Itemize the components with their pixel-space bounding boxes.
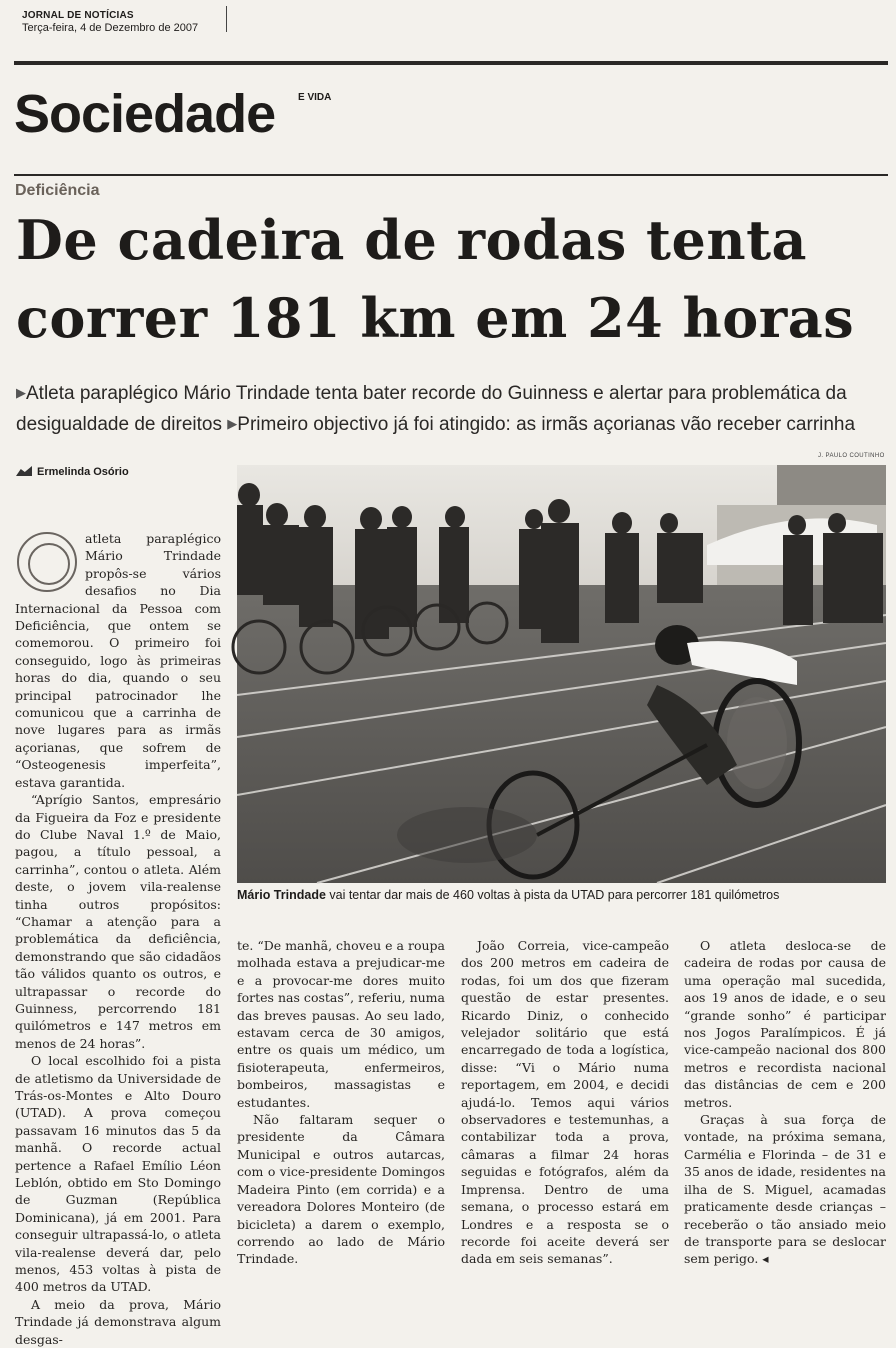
masthead-date: Terça-feira, 4 de Dezembro de 2007: [22, 22, 199, 34]
column-1-paragraph-4: A meio da prova, Mário Trindade já demonstrava algum desgas-: [15, 1296, 221, 1347]
article-kicker: Deficiência: [15, 182, 100, 199]
end-mark-icon: ◂: [762, 1251, 769, 1267]
column-4-paragraph-2-text: Graças à sua força de vontade, na próxima semana, Carmélia e Florinda – de 31 e 35 anos de idade, residentes na ilha de S. Miguel, acamadas praticamente desde crianças – receberão o tão ansiado meio de transporte para se deslocar sem perigo.: [684, 1112, 886, 1267]
article-headline: [16, 208, 888, 350]
byline: [16, 466, 129, 478]
masthead-divider: [226, 6, 227, 32]
subhead-part-2: desigualdade de direitos: [16, 414, 222, 435]
headline-line-1: De cadeira de rodas tenta: [16, 208, 808, 272]
caption-text: vai tentar dar mais de 460 voltas à pista da UTAD para percorrer 181 quilómetros: [325, 888, 780, 902]
column-2-paragraph-2: Não faltaram sequer o presidente da Câmara Municipal e outros autarcas, com o vice-presidente Domingos Madeira Pinto (em corrida) e a vereadora Dolores Monteiro (de bicicleta) a darem o exemplo, correndo ao lado de Mário Trindade.: [237, 1112, 445, 1267]
article-column-1: [15, 530, 221, 1348]
headline-line-2: correr 181 km em 24 horas: [16, 286, 855, 350]
dropcap-o: [17, 532, 77, 592]
top-rule: [14, 61, 888, 65]
article-photo: [237, 465, 886, 883]
subhead-part-3: Primeiro objectivo já foi atingido: as irmãs açorianas vão receber carrinha: [237, 414, 856, 435]
article-column-3: [461, 937, 669, 1268]
section-rule: [14, 174, 888, 176]
column-1-paragraph-1: atleta paraplégico Mário Trindade propôs-se vários desafios no Dia Internacional da Pessoa com Deficiência, que ontem se comemorou. O primeiro foi conseguido, logo às primeiras horas do dia, quando o seu principal patrocinador lhe comunicou que a carrinha de nove lugares para as irmãs açorianas, que sofrem de “Osteogenesis imperfeita”, estava garantida.: [15, 531, 221, 790]
wheelchair-track-photo-illustration: [237, 465, 886, 883]
subhead-part-1: Atleta paraplégico Mário Trindade tenta bater recorde do Guinness e alertar para problemática da: [26, 383, 847, 404]
column-3-paragraph-1: João Correia, vice-campeão dos 200 metros em cadeira de rodas, foi um dos que fizeram questão de estar presentes. Ricardo Diniz, o conhecido velejador solitário que está encarregado de toda a logística, disse: “Vi o Mário numa reportagem, em 2004, e decidi ajudá-lo. Temos aqui vários observadores e testemunhas, a contabilizar toda a prova, câmaras a filmar 24 horas seguidas e fotógrafos, além da Imprensa. Dentro de uma semana, o processo estará em Londres e a resposta se o recorde foi aceite deverá ser dada em seis semanas”.: [461, 938, 669, 1267]
column-4-paragraph-1: O atleta desloca-se de cadeira de rodas por causa de uma operação mal sucedida, aos 19 anos de idade, e o seu “grande sonho” é participar nos Jogos Paralímpicos. É já vice-campeão nacional dos 800 metros e recordista nacional das distâncias de cem e 200 metros.: [684, 938, 886, 1110]
column-4-paragraph-2: [684, 1111, 886, 1268]
article-column-2: [237, 937, 445, 1268]
article-column-4: [684, 937, 886, 1268]
bullet-triangle-icon: ▶: [227, 416, 238, 431]
author-name: Ermelinda Osório: [37, 466, 129, 478]
section-subtitle: E VIDA: [298, 92, 332, 103]
masthead-paper-name: JORNAL DE NOTÍCIAS: [22, 10, 134, 21]
photo-credit: J. PAULO COUTINHO: [818, 453, 885, 459]
column-2-paragraph-1: te. “De manhã, choveu e a roupa molhada estava a prejudicar-me e a provocar-me dores muito fortes nas costas”, referiu, numa das breves pausas. Ao seu lado, estavam cerca de 30 amigos, entre os quais um médico, um fisioterapeuta, enfermeiros, bombeiros, massagistas e estudantes.: [237, 938, 445, 1110]
author-logo-icon: [16, 466, 32, 476]
bullet-triangle-icon: ▶: [16, 385, 26, 400]
column-1-paragraph-2: “Aprígio Santos, empresário da Figueira da Foz e presidente do Clube Naval 1.º de Maio, pagou, a título pessoal, a carrinha”, contou o atleta. Além deste, o jovem vila-realense tinha outros propósitos: “Chamar a atenção para a problemática da deficiência, demonstrando que são cidadãos tão válidos quanto os outros, e ultrapassar o recorde do Guinness, percorrendo 181 quilómetros e 147 metros em menos de 24 horas”.: [15, 792, 221, 1051]
section-title: Sociedade: [14, 84, 276, 144]
article-subhead: [16, 378, 888, 440]
photo-caption: [237, 888, 887, 902]
column-1-paragraph-3: O local escolhido foi a pista de atletismo da Universidade de Trás-os-Montes e Alto Douro (UTAD). A prova começou passavam 16 minutos das 5 da manhã. O recorde actual pertence a Rafael Emílio Léon Leblón, obtido em Sto Domingo de Guzman (República Dominicana), já em 2001. Para conseguir ultrapassá-lo, o atleta vila-realense deverá dar, pelo menos, 453 voltas à pista de 400 metros da UTAD.: [15, 1053, 221, 1295]
caption-name: Mário Trindade: [237, 888, 326, 902]
